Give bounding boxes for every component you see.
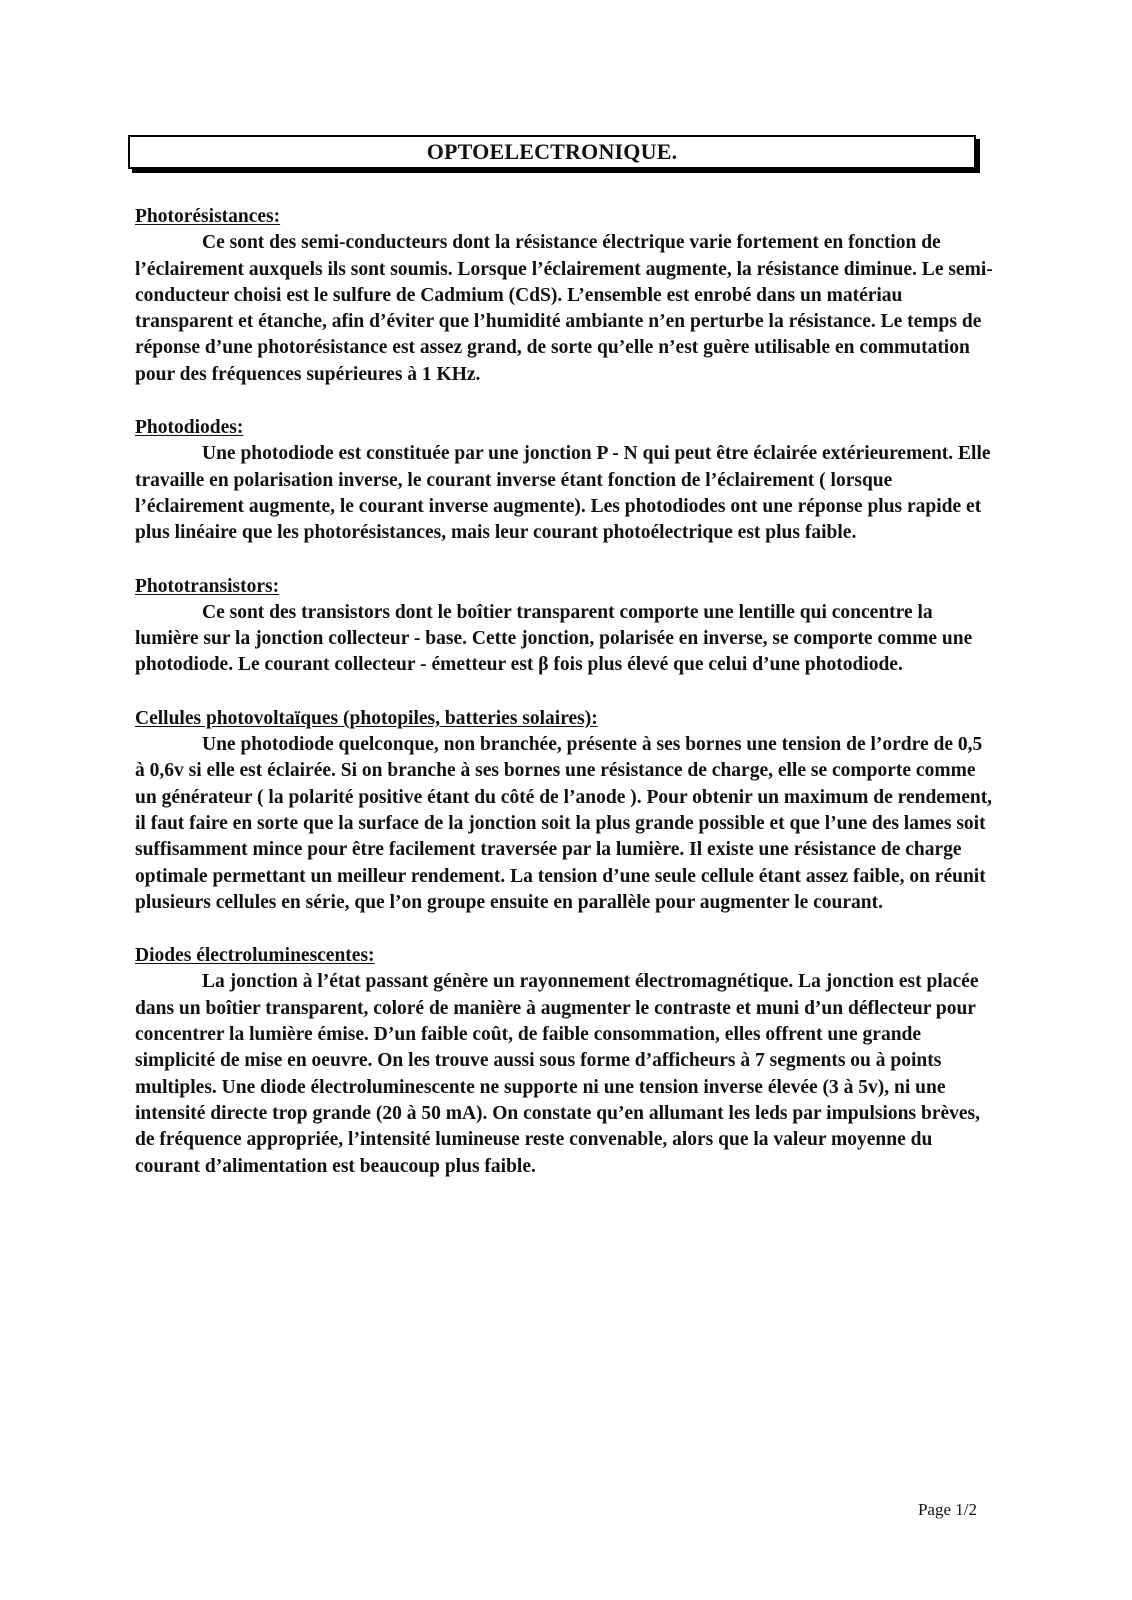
section-paragraph: Ce sont des semi-conducteurs dont la résistance électrique varie fortement en fonction de l’éclairement auxquels ils sont soumis. Lorsque l’éclairement augmente, la résistance diminue. Le semi-conducteur choisi est le sulfure de Cadmium (CdS). L’ensemble est enrobé dans un matériau transparent et étanche, afin d’éviter que l’humidité ambiante n’en perturbe la résistance. Le temps de réponse d’une photorésistance est assez grand, de sorte qu’elle n’est guère utilisable en commutation pour des fréquences supérieures à 1 KHz. [135,232,993,385]
section-paragraph: La jonction à l’état passant génère un rayonnement électromagnétique. La jonction est placée dans un boîtier transparent, coloré de manière à augmenter le contraste et muni d’un déflecteur pour concentrer la lumière émise. D’un faible coût, de faible consommation, elles offrent une grande simplicité de mise en oeuvre. On les trouve aussi sous forme d’afficheurs à 7 segments ou à points multiples. Une diode électroluminescente ne supporte ni une tension inverse élevée (3 à 5v), ni une intensité directe trop grande (20 à 50 mA). On constate qu’en allumant les leds par impulsions brèves, de fréquence appropriée, l’intensité lumineuse reste convenable, alors que la valeur moyenne du courant d’alimentation est beaucoup plus faible. [135,971,981,1177]
page-title: OPTOELECTRONIQUE. [426,139,678,164]
section-heading: Photodiodes: [135,417,244,439]
section-heading: Diodes électroluminescentes: [135,945,375,967]
section-diodes-electroluminescentes [135,943,995,1180]
section-paragraph: Une photodiode est constituée par une jonction P - N qui peut être éclairée extérieurement. Elle travaille en polarisation inverse, le courant inverse étant fonction de l’éclairement ( lorsque l’éclairement augmente, le courant inverse augmente). Les photodiodes ont une réponse plus rapide et plus linéaire que les photorésistances, mais leur courant photoélectrique est plus faible. [135,443,991,544]
title-box [128,135,976,169]
document-body [135,204,995,1207]
section-cellules-photovoltaiques [135,706,995,916]
section-photodiodes [135,415,995,546]
section-phototransistors [135,574,995,679]
page-number: Page 1/2 [917,1500,977,1519]
section-heading: Phototransistors: [135,575,280,597]
section-photoresistances [135,204,995,388]
section-paragraph: Une photodiode quelconque, non branchée, présente à ses bornes une tension de l’ordre de 0,5 à 0,6v si elle est éclairée. Si on branche à ses bornes une résistance de charge, elle se comporte comme un générateur ( la polarité positive étant du côté de l’anode ). Pour obtenir un maximum de rendement, il faut faire en sorte que la surface de la jonction soit la plus grande possible et que l’une des lames soit suffisamment mince pour être facilement traversée par la lumière. Il existe une résistance de charge optimale permettant un meilleur rendement. La tension d’une seule cellule étant assez faible, on réunit plusieurs cellules en série, que l’on groupe ensuite en parallèle pour augmenter le courant. [135,734,993,913]
section-heading: Photorésistances: [135,206,281,227]
section-paragraph: Ce sont des transistors dont le boîtier transparent comporte une lentille qui concentre la lumière sur la jonction collecteur - base. Cette jonction, polarisée en inverse, se comporte comme une photodiode. Le courant collecteur - émetteur est β fois plus élevé que celui d’une photodiode. [135,601,973,676]
section-heading: Cellules photovoltaïques (photopiles, batteries solaires): [135,707,598,729]
